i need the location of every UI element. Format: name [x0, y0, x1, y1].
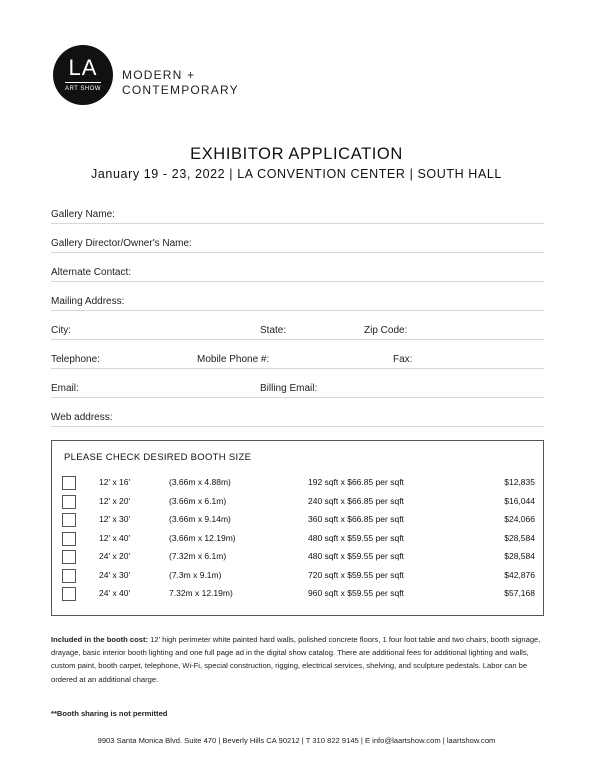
- email-field[interactable]: Email:: [51, 383, 79, 394]
- booth-metric: (3.66m x 9.14m): [169, 514, 231, 524]
- page-title: EXHIBITOR APPLICATION: [190, 145, 403, 163]
- zip-code-field[interactable]: Zip Code:: [364, 325, 408, 336]
- billing-email-field[interactable]: Billing Email:: [260, 383, 318, 394]
- booth-rate: 240 sqft x $66.85 per sqft: [308, 495, 404, 506]
- booth-checkbox[interactable]: [62, 513, 76, 527]
- event-details: January 19 - 23, 2022 | LA CONVENTION CENTER | SOUTH HALL: [91, 167, 502, 181]
- booth-metric: (7.32m x 6.1m): [169, 551, 227, 561]
- booth-option: [52, 585, 543, 604]
- booth-option: [52, 567, 543, 586]
- booth-price: $28,584: [504, 551, 535, 561]
- booth-checkbox[interactable]: [62, 550, 76, 564]
- booth-metric: (3.66m x 4.88m): [169, 477, 231, 487]
- booth-dimensions: 12' x 40': [99, 532, 131, 543]
- inclusions-label: Included in the booth cost:: [51, 635, 149, 644]
- mobile-phone-field[interactable]: Mobile Phone #:: [197, 354, 270, 365]
- booth-checkbox[interactable]: [62, 569, 76, 583]
- booth-price: $42,876: [504, 569, 535, 580]
- booth-price: $12,835: [504, 477, 535, 487]
- booth-checkbox[interactable]: [62, 587, 76, 601]
- booth-checkbox[interactable]: [62, 495, 76, 509]
- tagline-line-2: CONTEMPORARY: [122, 82, 239, 97]
- booth-dimensions: 24' x 40': [99, 588, 131, 598]
- booth-metric: 7.32m x 12.19m): [169, 588, 233, 598]
- city-state-zip-row: [51, 311, 544, 340]
- director-row: [51, 224, 544, 253]
- logo: [53, 45, 113, 105]
- web-address-row: [51, 398, 544, 427]
- booth-option: [52, 530, 543, 549]
- booth-metric: (3.66m x 6.1m): [169, 495, 227, 506]
- state-field[interactable]: State:: [260, 325, 287, 336]
- telephone-field[interactable]: Telephone:: [51, 354, 100, 365]
- booth-rate: 720 sqft x $59.55 per sqft: [308, 569, 404, 580]
- booth-size-heading: PLEASE CHECK DESIRED BOOTH SIZE: [64, 452, 252, 463]
- gallery-name-field[interactable]: Gallery Name:: [51, 209, 115, 220]
- booth-rate: 360 sqft x $66.85 per sqft: [308, 514, 404, 524]
- booth-dimensions: 24' x 30': [99, 569, 131, 580]
- booth-size-panel: [51, 440, 544, 616]
- booth-rate: 480 sqft x $59.55 per sqft: [308, 532, 404, 543]
- fax-field[interactable]: Fax:: [393, 354, 413, 365]
- booth-checkbox[interactable]: [62, 476, 76, 490]
- booth-option: [52, 493, 543, 512]
- booth-checkbox[interactable]: [62, 532, 76, 546]
- booth-option: [52, 548, 543, 567]
- mailing-address-row: [51, 282, 544, 311]
- booth-rate: 192 sqft x $66.85 per sqft: [308, 477, 404, 487]
- booth-price: $57,168: [504, 588, 535, 598]
- booth-metric: (7.3m x 9.1m): [169, 569, 222, 580]
- phone-row: [51, 340, 544, 369]
- booth-price: $24,066: [504, 514, 535, 524]
- logo-divider: [65, 82, 101, 83]
- gallery-name-row: [51, 195, 544, 224]
- logo-subtext: ART SHOW: [64, 86, 102, 92]
- tagline: [122, 68, 239, 97]
- booth-sharing-note: **Booth sharing is not permitted: [51, 709, 168, 718]
- booth-dimensions: 12' x 16': [99, 477, 131, 487]
- alternate-contact-field[interactable]: Alternate Contact:: [51, 267, 132, 278]
- booth-metric: (3.66m x 12.19m): [169, 532, 236, 543]
- alternate-contact-row: [51, 253, 544, 282]
- booth-dimensions: 12' x 30': [99, 514, 131, 524]
- booth-option: [52, 474, 543, 493]
- director-field[interactable]: Gallery Director/Owner's Name:: [51, 238, 192, 249]
- web-address-field[interactable]: Web address:: [51, 412, 113, 423]
- booth-dimensions: 24' x 20': [99, 551, 131, 561]
- booth-dimensions: 12' x 20': [99, 495, 131, 506]
- booth-rate: 960 sqft x $59.55 per sqft: [308, 588, 404, 598]
- booth-inclusions: [51, 633, 546, 686]
- email-row: [51, 369, 544, 398]
- tagline-line-1: MODERN +: [122, 68, 196, 82]
- inclusions-text: 12' high perimeter white painted hard walls, polished concrete floors, 1 four foot table and two chairs, booth signage, drayage, basic interior booth lighting and one full page ad in the digital show catalog. There are additional fees for additional lighting and walls, custom paint, booth carpet, telephone, Wi-Fi, special construction, rigging, electrical services, shelving, and sculpture pedestals. Labor can be ordered at an additional charge.: [51, 635, 541, 684]
- logo-initials: LA: [68, 55, 98, 80]
- booth-rate: 480 sqft x $59.55 per sqft: [308, 551, 404, 561]
- booth-price: $28,584: [504, 532, 535, 543]
- city-field[interactable]: City:: [51, 325, 71, 336]
- booth-price: $16,044: [504, 495, 535, 506]
- mailing-address-field[interactable]: Mailing Address:: [51, 296, 125, 307]
- footer-contact: 9903 Santa Monica Blvd. Suite 470 | Beverly Hills CA 90212 | T 310 822 9145 | E info@laartshow.com | laartshow.com: [97, 736, 496, 745]
- booth-option: [52, 511, 543, 530]
